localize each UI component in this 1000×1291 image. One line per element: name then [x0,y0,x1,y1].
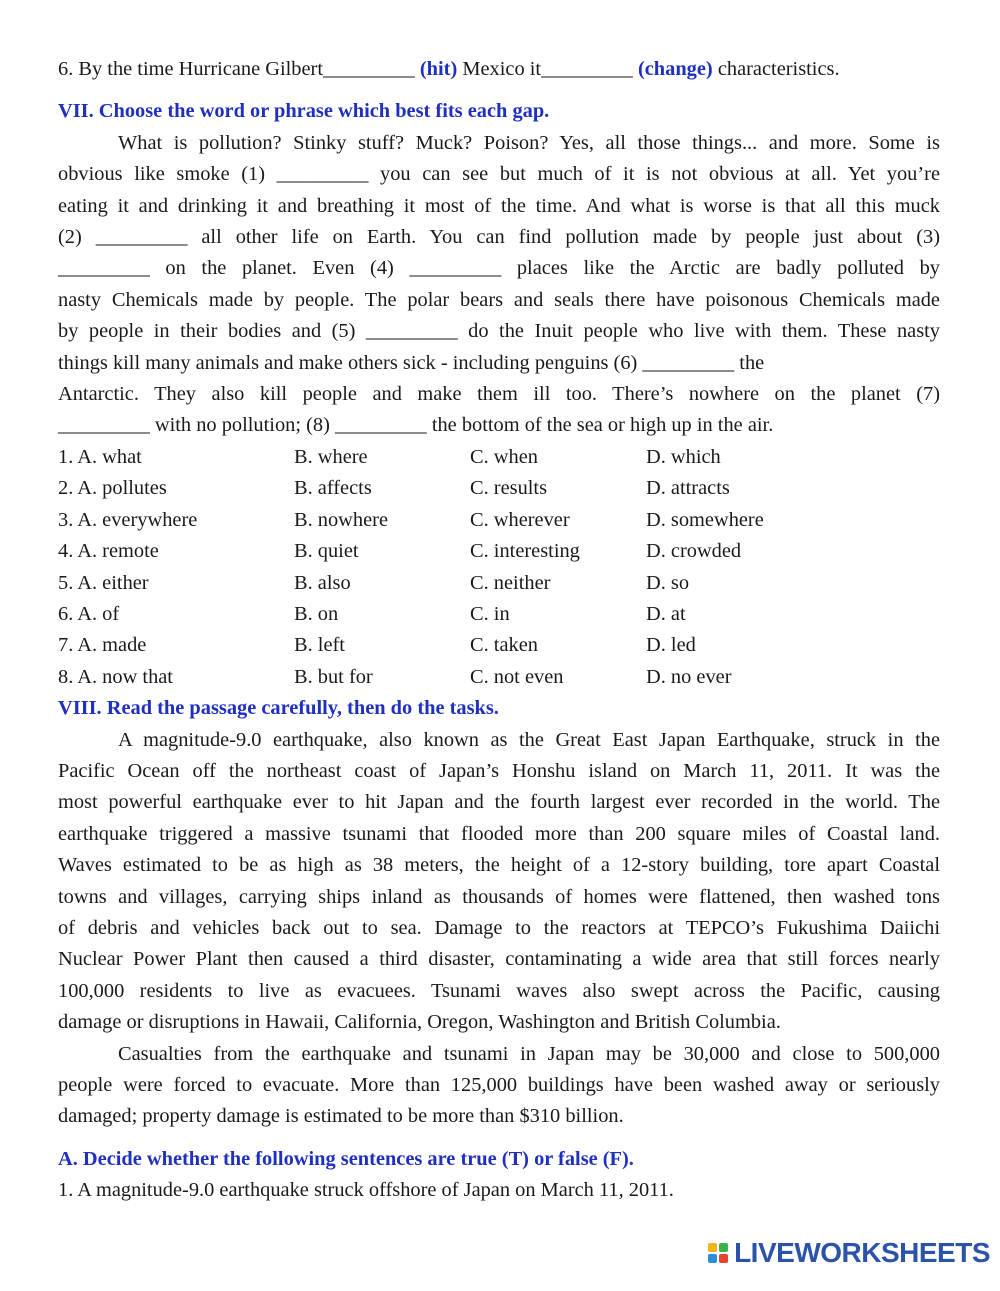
q6-hint-change: (change) [637,58,713,80]
option-5a[interactable]: 5. A. either [58,571,149,594]
passage-line: Pacific Ocean off the northeast coast of Japan’s Honshu island on March 11, 2011. It was the [58,759,940,782]
option-1d[interactable]: D. which [646,445,721,468]
passage-line: most powerful earthquake ever to hit Japan and the fourth largest ever recorded in the world. The [58,791,940,814]
option-6d[interactable]: D. at [646,602,686,625]
option-8b[interactable]: B. but for [294,665,373,688]
passage-line: things kill many animals and make others sick - including penguins (6) _________ the [58,351,765,374]
option-8a[interactable]: 8. A. now that [58,665,173,688]
option-6c[interactable]: C. in [470,602,510,625]
passage-line: Antarctic. They also kill people and make them ill too. There’s nowhere on the planet (7) [58,383,940,406]
option-8d[interactable]: D. no ever [646,665,732,688]
passage-line: towns and villages, carrying ships inland as thousands of homes were flattened, then washed tons [58,885,940,908]
option-row-7 [58,630,940,661]
option-row-5 [58,568,940,599]
worksheet-page [58,54,940,1207]
option-8c[interactable]: C. not even [470,665,564,688]
section-8-paragraph-1 [58,725,940,1039]
passage-line: by people in their bodies and (5) _________ do the Inuit people who live with them. These nasty [58,320,940,343]
option-row-6 [58,599,940,630]
task-a-item-1: 1. A magnitude-9.0 earthquake struck offshore of Japan on March 11, 2011. [58,1179,674,1202]
q6-hint-hit: (hit) [419,58,458,80]
option-1b[interactable]: B. where [294,445,368,468]
option-5b[interactable]: B. also [294,571,351,594]
q6-mid: Mexico it [462,58,542,80]
option-row-3 [58,505,940,536]
option-5c[interactable]: C. neither [470,571,551,594]
section-7-passage [58,128,940,442]
option-7c[interactable]: C. taken [470,634,538,657]
option-row-1 [58,442,940,473]
passage-line: damaged; property damage is estimated to be more than $310 billion. [58,1105,624,1128]
option-1a[interactable]: 1. A. what [58,445,142,468]
passage-line: nasty Chemicals made by people. The polar bears and seals there have poisonous Chemicals made [58,288,940,311]
passage-line: _________ on the planet. Even (4) _________ places like the Arctic are badly polluted by [58,257,940,280]
passage-line: Nuclear Power Plant then caused a third disaster, contaminating a wide area that still forces nearly [58,948,940,971]
section-8-paragraph-2 [58,1039,940,1133]
section-7-heading: VII. Choose the word or phrase which best fits each gap. [58,100,550,123]
passage-line: A magnitude-9.0 earthquake, also known as the Great East Japan Earthquake, struck in the [118,728,940,751]
option-2d[interactable]: D. attracts [646,477,730,500]
passage-line: (2) _________ all other life on Earth. You can find pollution made by people just about (3) [58,226,940,249]
liveworksheets-logo [708,1237,990,1269]
option-row-2 [58,473,940,504]
option-2c[interactable]: C. results [470,477,548,500]
option-7b[interactable]: B. left [294,634,345,657]
option-4c[interactable]: C. interesting [470,540,580,563]
passage-line: Casualties from the earthquake and tsunami in Japan may be 30,000 and close to 500,000 [118,1042,940,1065]
passage-line: damage or disruptions in Hawaii, California, Oregon, Washington and British Columbia. [58,1011,781,1034]
option-row-4 [58,536,940,567]
q6-end: characteristics. [717,58,840,80]
passage-line: people were forced to evacuate. More than 125,000 buildings have been washed away or seriously [58,1074,940,1096]
option-row-8 [58,662,940,693]
task-a-heading: A. Decide whether the following sentences are true (T) or false (F). [58,1147,634,1170]
option-5d[interactable]: D. so [646,571,690,594]
option-4d[interactable]: D. crowded [646,540,742,563]
passage-line: obvious like smoke (1) _________ you can see but much of it is not obvious at all. Yet you’re [58,163,940,186]
option-2a[interactable]: 2. A. pollutes [58,477,167,500]
option-7d[interactable]: D. led [646,634,696,657]
q6-blank-2[interactable]: _________ [541,58,633,80]
passage-line: eating it and drinking it and breathing it most of the time. And what is worse is that all this muck [58,194,940,217]
option-6a[interactable]: 6. A. of [58,602,120,625]
passage-line: Waves estimated to be as high as 38 meters, the height of a 12-story building, tore apart Coastal [58,854,940,877]
passage-line: What is pollution? Stinky stuff? Muck? Poison? Yes, all those things... and more. Some is [118,131,940,154]
option-7a[interactable]: 7. A. made [58,634,147,657]
passage-line: earthquake triggered a massive tsunami that flooded more than 200 square miles of Coastal land. [58,822,940,845]
option-4b[interactable]: B. quiet [294,540,359,563]
question-6 [58,54,940,85]
option-3c[interactable]: C. wherever [470,508,570,531]
passage-line: 100,000 residents to live as evacuees. Tsunami waves also swept across the Pacific, causing [58,979,940,1002]
option-2b[interactable]: B. affects [294,477,372,500]
option-6b[interactable]: B. on [294,602,339,625]
option-4a[interactable]: 4. A. remote [58,540,159,563]
option-3d[interactable]: D. somewhere [646,508,764,531]
passage-line: of debris and vehicles back out to sea. Damage to the reactors at TEPCO’s Fukushima Daiichi [58,916,940,939]
q6-blank-1[interactable]: _________ [323,58,415,80]
section-8-heading: VIII. Read the passage carefully, then do the tasks. [58,697,499,720]
q6-lead: 6. By the time Hurricane Gilbert [58,58,323,80]
logo-text: LIVEWORKSHEETS [734,1237,990,1268]
section-7-options [58,442,940,693]
option-3b[interactable]: B. nowhere [294,508,388,531]
option-3a[interactable]: 3. A. everywhere [58,508,198,531]
liveworksheets-logo-icon [708,1243,728,1263]
option-1c[interactable]: C. when [470,445,538,468]
passage-line: _________ with no pollution; (8) _________ the bottom of the sea or high up in the air. [58,414,774,437]
